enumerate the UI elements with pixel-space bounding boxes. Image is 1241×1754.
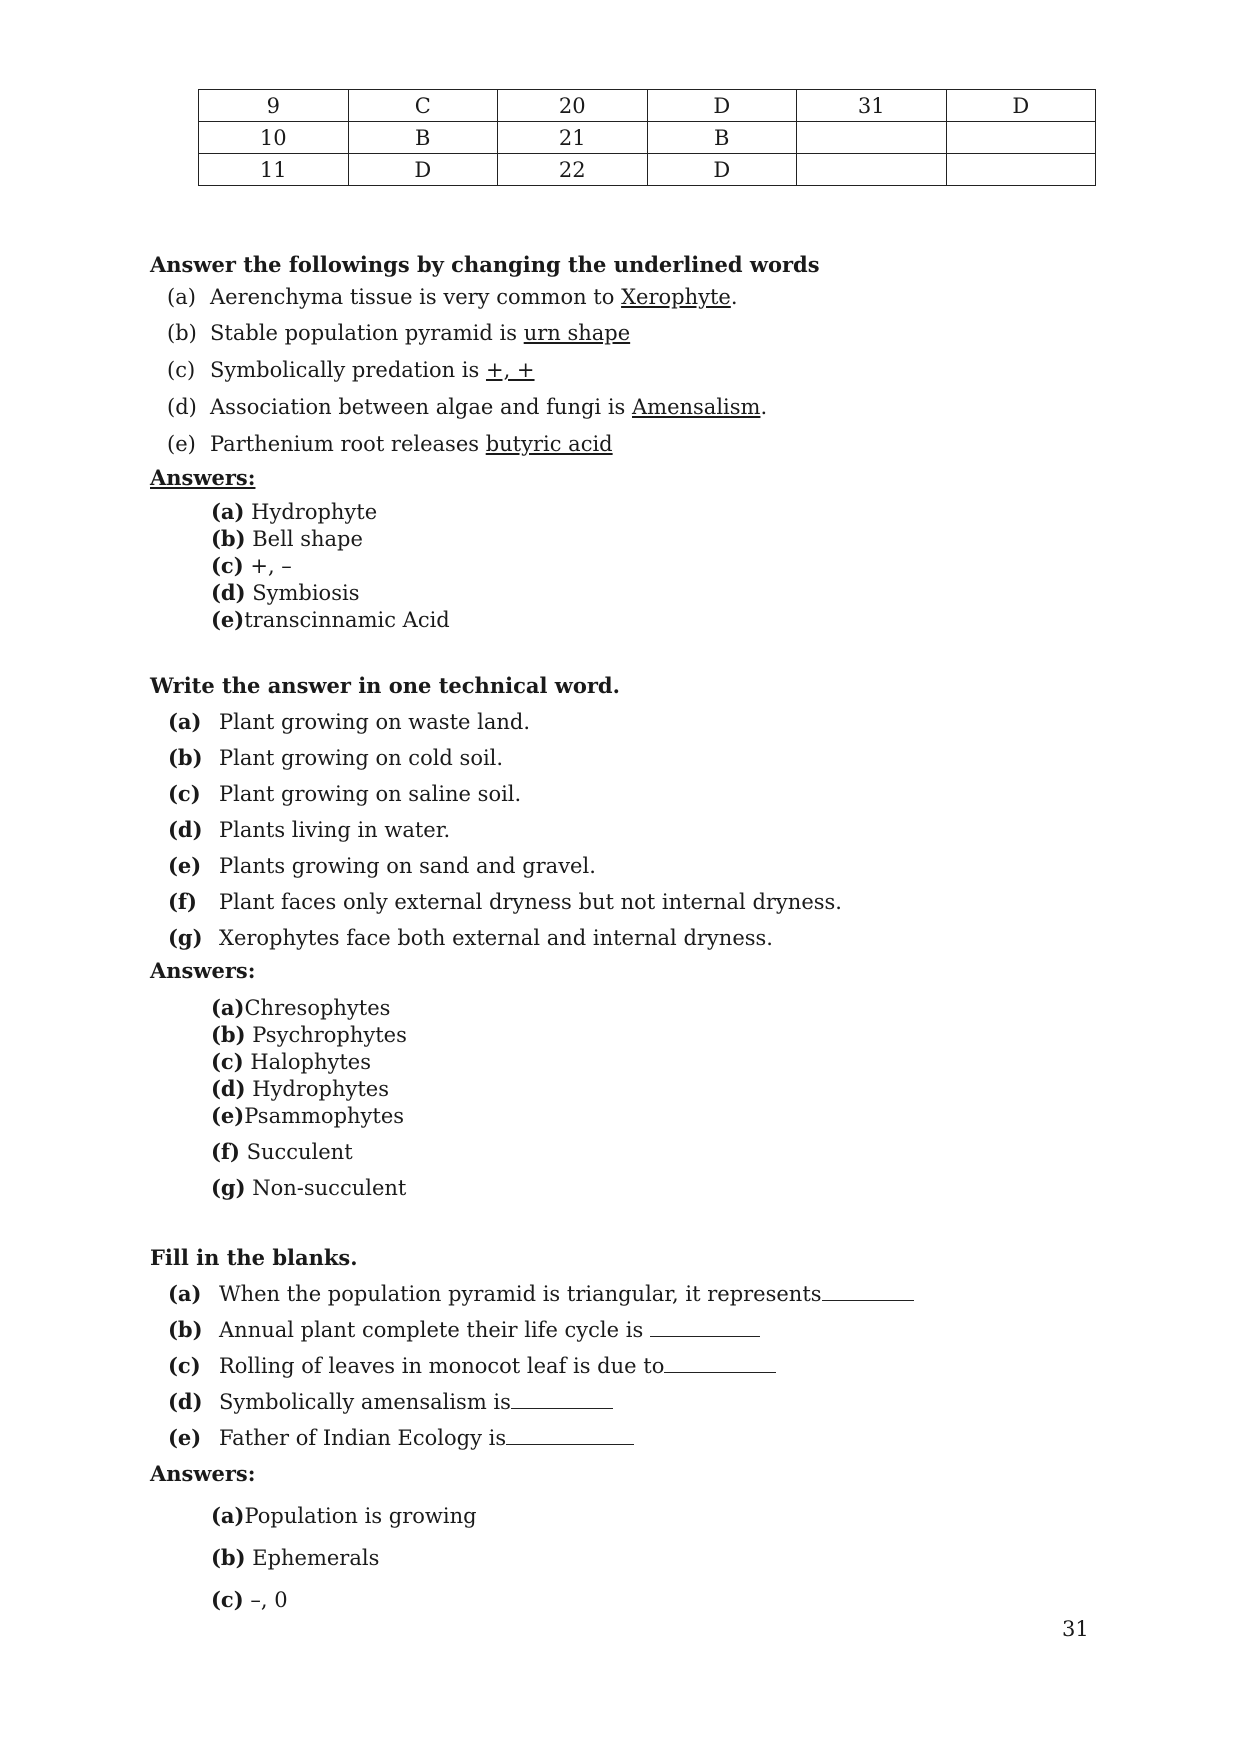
- table-cell: 10: [199, 122, 349, 154]
- question-text: Father of Indian Ecology is: [219, 1426, 507, 1450]
- question-text: Plant growing on cold soil.: [219, 746, 504, 770]
- answer-text: Hydrophyte: [244, 500, 378, 524]
- table-cell: 11: [199, 154, 349, 186]
- question-label: (c): [168, 1353, 201, 1378]
- section2-answers-label: Answers:: [150, 958, 256, 983]
- answer-item: [211, 1103, 404, 1128]
- question-label: (d): [167, 395, 197, 419]
- question-item: [168, 745, 503, 770]
- answer-label: (g): [211, 1175, 246, 1200]
- underlined-term: Amensalism: [632, 395, 761, 419]
- answer-item: [211, 995, 390, 1020]
- question-label: (e): [168, 1425, 202, 1450]
- question-item: [167, 285, 738, 309]
- answer-item: [211, 1503, 477, 1528]
- answer-blank: [664, 1354, 776, 1373]
- answer-blank: [822, 1282, 914, 1301]
- question-text: Plants living in water.: [219, 818, 451, 842]
- question-item: [168, 1425, 634, 1450]
- table-cell: D: [348, 154, 498, 186]
- table-cell: [946, 154, 1096, 186]
- question-item: [168, 1389, 613, 1414]
- answer-label: (f): [211, 1139, 240, 1164]
- answer-text: transcinnamic Acid: [244, 608, 450, 632]
- answer-text: Psammophytes: [244, 1104, 405, 1128]
- section3-answers-label: Answers:: [150, 1461, 256, 1486]
- question-label: (e): [168, 853, 202, 878]
- question-item: [168, 1281, 914, 1306]
- question-suffix: .: [730, 285, 738, 309]
- answer-label: (e): [211, 607, 245, 632]
- question-item: [168, 1353, 776, 1378]
- answer-label: (b): [211, 1022, 246, 1047]
- question-item: [167, 395, 767, 419]
- answer-label: (a): [211, 995, 245, 1020]
- answer-text: +, –: [243, 554, 292, 578]
- answer-text: Bell shape: [245, 527, 363, 551]
- answer-text: Hydrophytes: [245, 1077, 390, 1101]
- question-text: Plant growing on waste land.: [219, 710, 531, 734]
- answer-label: (e): [211, 1103, 245, 1128]
- question-item: [168, 889, 842, 914]
- table-cell: D: [946, 90, 1096, 122]
- answer-item: [211, 607, 450, 632]
- answer-blank: [511, 1390, 613, 1409]
- question-text: Association between algae and fungi is: [210, 395, 632, 419]
- question-text: Symbolically amensalism is: [219, 1390, 511, 1414]
- underlined-term: +, +: [485, 358, 535, 382]
- question-label: (f): [168, 889, 197, 914]
- answer-text: Chresophytes: [244, 996, 391, 1020]
- table-cell: D: [647, 154, 797, 186]
- answer-label: (b): [211, 1545, 246, 1570]
- answer-item: [211, 1076, 389, 1101]
- table-cell: C: [348, 90, 498, 122]
- answer-text: Psychrophytes: [245, 1023, 407, 1047]
- section2-heading: Write the answer in one technical word.: [150, 673, 620, 698]
- section3-heading: Fill in the blanks.: [150, 1245, 358, 1270]
- answer-key-table: [198, 89, 1096, 186]
- question-text: Rolling of leaves in monocot leaf is due to: [219, 1354, 665, 1378]
- question-label: (g): [168, 925, 203, 950]
- question-item: [168, 1317, 760, 1342]
- answer-label: (a): [211, 1503, 245, 1528]
- table-cell: B: [647, 122, 797, 154]
- question-text: Annual plant complete their life cycle is: [219, 1318, 650, 1342]
- answer-label: (d): [211, 580, 246, 605]
- answer-label: (c): [211, 553, 244, 578]
- question-item: [168, 817, 450, 842]
- section1-heading: Answer the followings by changing the underlined words: [150, 252, 820, 277]
- question-label: (b): [168, 745, 203, 770]
- table-row: [199, 90, 1096, 122]
- answer-text: –, 0: [243, 1588, 288, 1612]
- answer-item: [211, 1587, 288, 1612]
- question-text: Plant faces only external dryness but not internal dryness.: [219, 890, 842, 914]
- question-item: [168, 853, 596, 878]
- question-text: Xerophytes face both external and internal dryness.: [219, 926, 773, 950]
- answer-item: [211, 526, 363, 551]
- answer-label: (b): [211, 526, 246, 551]
- question-item: [167, 432, 613, 456]
- question-suffix: .: [760, 395, 768, 419]
- page-number: 31: [1062, 1617, 1089, 1641]
- answer-text: Population is growing: [244, 1504, 477, 1528]
- underlined-term: butyric acid: [485, 432, 613, 456]
- table-cell: [797, 122, 947, 154]
- question-item: [167, 321, 630, 345]
- answer-text: Succulent: [239, 1140, 353, 1164]
- question-item: [167, 358, 535, 382]
- answer-text: Symbiosis: [245, 581, 360, 605]
- question-item: [168, 925, 773, 950]
- table-cell: B: [348, 122, 498, 154]
- table-cell: D: [647, 90, 797, 122]
- question-label: (c): [168, 781, 201, 806]
- answer-text: Halophytes: [243, 1050, 372, 1074]
- question-item: [168, 781, 521, 806]
- underlined-term: Xerophyte: [621, 285, 731, 309]
- table-cell: 21: [498, 122, 648, 154]
- question-text: Parthenium root releases: [210, 432, 486, 456]
- answer-item: [211, 553, 292, 578]
- answer-label: (c): [211, 1049, 244, 1074]
- question-text: Aerenchyma tissue is very common to: [210, 285, 622, 309]
- table-cell: 31: [797, 90, 947, 122]
- answer-item: [211, 1022, 407, 1047]
- answer-item: [211, 1049, 371, 1074]
- question-label: (b): [168, 1317, 203, 1342]
- question-label: (a): [168, 1281, 202, 1306]
- answer-label: (c): [211, 1587, 244, 1612]
- question-label: (a): [168, 709, 202, 734]
- question-label: (c): [167, 358, 196, 382]
- question-text: Stable population pyramid is: [210, 321, 524, 345]
- table-cell: [797, 154, 947, 186]
- table-cell: 20: [498, 90, 648, 122]
- table-cell: [946, 122, 1096, 154]
- question-text: Plant growing on saline soil.: [219, 782, 522, 806]
- answer-text: Non-succulent: [245, 1176, 407, 1200]
- question-text: Symbolically predation is: [210, 358, 486, 382]
- question-label: (d): [168, 817, 203, 842]
- question-label: (a): [167, 285, 196, 309]
- table-cell: 9: [199, 90, 349, 122]
- table-row: [199, 122, 1096, 154]
- answer-blank: [506, 1426, 634, 1445]
- underlined-term: urn shape: [523, 321, 631, 345]
- question-label: (b): [167, 321, 197, 345]
- answer-item: [211, 1139, 353, 1164]
- answer-item: [211, 580, 359, 605]
- question-text: When the population pyramid is triangular, it represents: [219, 1282, 822, 1306]
- answer-item: [211, 499, 377, 524]
- answer-blank: [650, 1318, 760, 1337]
- table-row: [199, 154, 1096, 186]
- answer-item: [211, 1545, 379, 1570]
- question-label: (d): [168, 1389, 203, 1414]
- section1-answers-label: Answers:: [150, 465, 256, 490]
- answer-label: (a): [211, 499, 245, 524]
- question-item: [168, 709, 530, 734]
- question-text: Plants growing on sand and gravel.: [219, 854, 596, 878]
- answer-item: [211, 1175, 406, 1200]
- table-cell: 22: [498, 154, 648, 186]
- question-label: (e): [167, 432, 196, 456]
- answer-label: (d): [211, 1076, 246, 1101]
- answer-text: Ephemerals: [245, 1546, 380, 1570]
